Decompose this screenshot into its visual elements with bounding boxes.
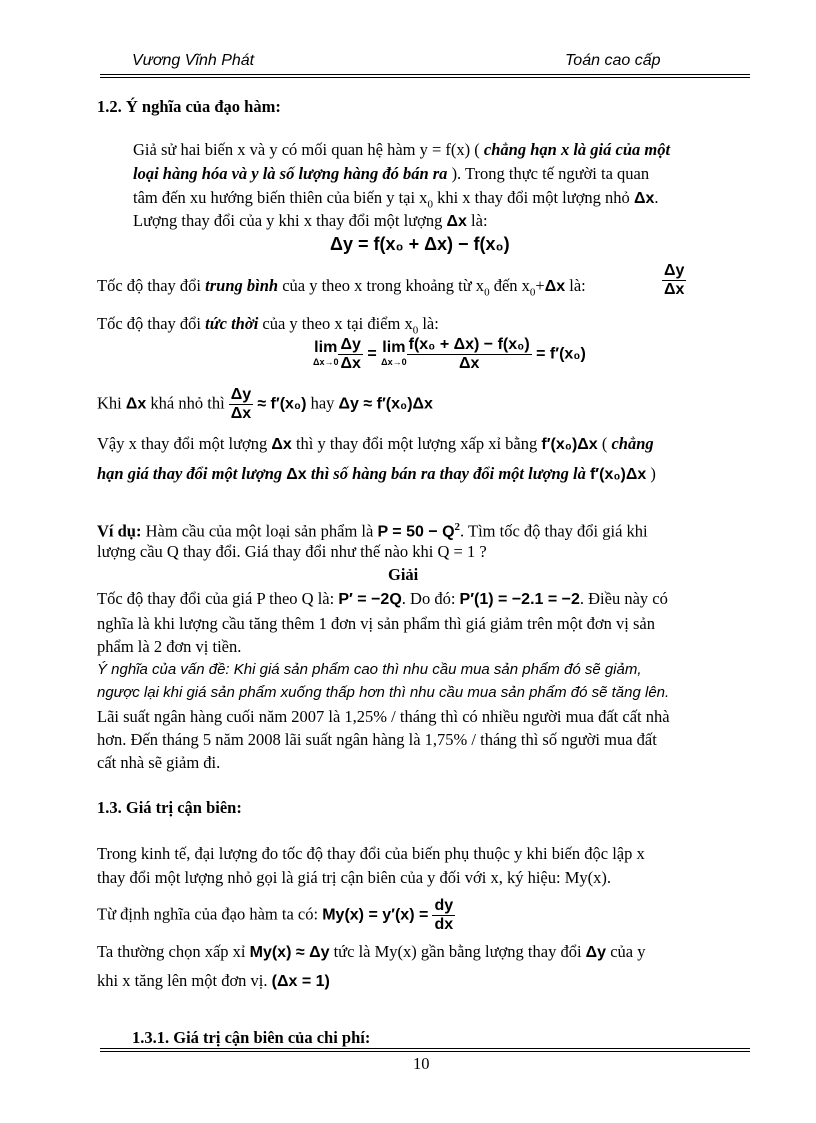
paragraph-line: tâm đến xu hướng biến thiên của biến y tại $x_0$ khi x thay đổi một lượng nhỏ Δx. (133, 188, 659, 211)
footer-rule (100, 1048, 750, 1049)
paragraph-line: lượng cầu Q thay đổi. Giá thay đổi như thế nào khi Q = 1 ? (97, 542, 487, 561)
approx-line: Khi Δx khá nhỏ thì $\frac{\Delta y}{\Delta x}$ ≈ f′(x₀) hay Δy ≈ f′(x₀)Δx (97, 386, 433, 422)
inst-rate-line: Tốc độ thay đổi tức thời của y theo x tại điểm $x_0$ là: (97, 314, 439, 337)
paragraph-line: nghĩa là khi lượng cầu tăng thêm 1 đơn vị sản phẩm thì giá giảm trên một đơn vị sản (97, 614, 655, 633)
footer-rule-2 (100, 1051, 750, 1052)
paragraph-line: ngược lại khi giá sản phẩm xuống thấp hơn thì nhu cầu mua sản phẩm đó sẽ tăng lên. (97, 684, 670, 701)
page-number: 10 (413, 1054, 430, 1073)
header-rule (100, 74, 750, 75)
formula-delta-y: Δy = f(x₀ + Δx) − f(x₀) (330, 234, 510, 254)
formula-limit: lim Δx→0 $\frac{\Delta y}{\Delta x}$ = lim Δx→0 $\frac{\text{f(x₀ + Δx) − f(x₀)}}{\Delta x}$ = f′(x₀) (313, 336, 586, 372)
paragraph-line: hạn giá thay đổi một lượng Δx thì số hàng bán ra thay đổi một lượng là f′(x₀)Δx ) (97, 464, 656, 483)
paragraph-line: Giả sử hai biến x và y có mối quan hệ hàm y = f(x) ( chẳng hạn x là giá của một (133, 140, 671, 159)
paragraph-line: khi x tăng lên một đơn vị. (Δx = 1) (97, 971, 330, 990)
header-subject: Toán cao cấp (565, 52, 661, 69)
paragraph-line: thay đổi một lượng nhỏ gọi là giá trị cận biên của y đối với x, ký hiệu: My(x). (97, 868, 611, 887)
paragraph-line: Vậy x thay đổi một lượng Δx thì y thay đổi một lượng xấp xỉ bằng f′(x₀)Δx ( chẳng (97, 434, 654, 453)
paragraph-line: Tốc độ thay đổi của giá P theo Q là: P′ = −2Q. Do đó: P′(1) = −2.1 = −2. Điều này có (97, 589, 668, 608)
paragraph-line: Ta thường chọn xấp xỉ My(x) ≈ Δy tức là My(x) gần bằng lượng thay đổi Δy của y (97, 942, 646, 961)
header-author: Vương Vĩnh Phát (132, 52, 255, 69)
paragraph-line: cất nhà sẽ giảm đi. (97, 753, 221, 772)
paragraph-line: phẩm là 2 đơn vị tiền. (97, 637, 242, 656)
paragraph-line: Trong kinh tế, đại lượng đo tốc độ thay đổi của biến phụ thuộc y khi biến độc lập x (97, 844, 645, 863)
frac-dy-dx: $\frac{\Delta y}{\Delta x}$ (664, 262, 685, 298)
avg-rate-line: Tốc độ thay đổi trung bình của y theo x trong khoảng từ $x_0$ đến $x_0+\Delta x$ là: (97, 276, 586, 299)
section-heading-1-3: 1.3. Giá trị cận biên: (97, 798, 242, 817)
paragraph-line: Lãi suất ngân hàng cuối năm 2007 là 1,25% / tháng thì có nhiều người mua đất cất nhà (97, 707, 670, 726)
solution-heading: Giải (388, 565, 419, 584)
paragraph-line: loại hàng hóa và y là số lượng hàng đó bán ra ). Trong thực tế người ta quan (133, 164, 650, 183)
subsection-heading-1-3-1: 1.3.1. Giá trị cận biên của chi phí: (132, 1028, 371, 1047)
paragraph-line: Lượng thay đổi của y khi x thay đổi một lượng Δx là: (133, 211, 488, 230)
paragraph-line: Ý nghĩa của vấn đề: Khi giá sản phẩm cao thì nhu cầu mua sản phẩm đó sẽ giảm, (97, 661, 642, 678)
marginal-def-line: Từ định nghĩa của đạo hàm ta có: My(x) = y′(x) = $\frac{dy}{dx}$ (97, 897, 454, 933)
section-heading-1-2: 1.2. Ý nghĩa của đạo hàm: (97, 97, 281, 116)
example-line: Ví dụ: Hàm cầu của một loại sản phẩm là $P = 50 - Q^2$. Tìm tốc độ thay đổi giá khi (97, 521, 648, 541)
header-rule-2 (100, 77, 750, 78)
paragraph-line: hơn. Đến tháng 5 năm 2008 lãi suất ngân hàng là 1,75% / tháng thì số người mua đất (97, 730, 657, 749)
